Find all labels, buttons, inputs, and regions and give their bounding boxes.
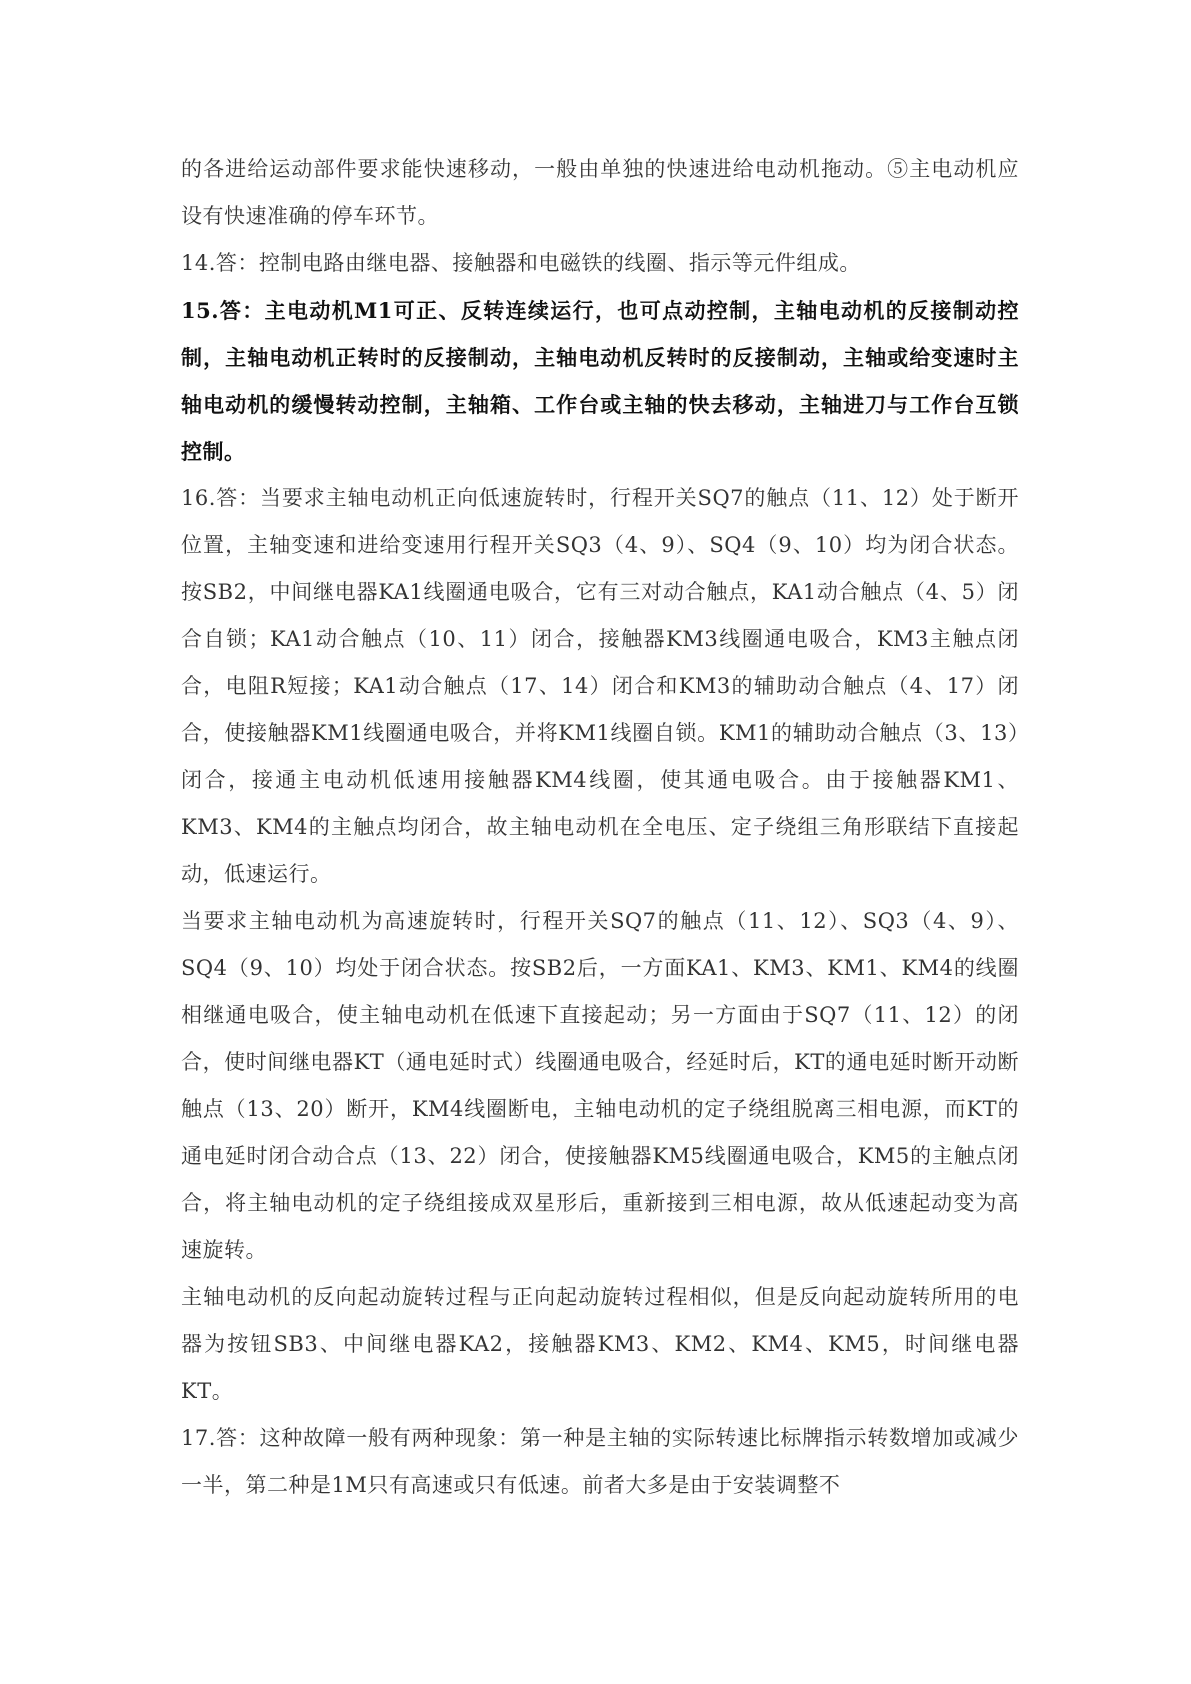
paragraph-answer-16-high-speed: 当要求主轴电动机为高速旋转时，行程开关SQ7的触点（11、12）、SQ3（4、9）、SQ4（9、10）均处于闭合状态。按SB2后，一方面KA1、KM3、KM1、KM4的线圈相继通电吸合，使主轴电动机在低速下直接起动；另一方面由于SQ7（11、12）的闭合，使时间继电器KT（通电延时式）线圈通电吸合，经延时后，KT的通电延时断开动断触点（13、20）断开，KM4线圈断电，主轴电动机的定子绕组脱离三相电源，而KT的通电延时闭合动合点（13、22）闭合，使接触器KM5线圈通电吸合，KM5的主触点闭合，将主轴电动机的定子绕组接成双星形后，重新接到三相电源，故从低速起动变为高速旋转。 <box>181 909 1019 1262</box>
paragraph-answer-16-reverse: 主轴电动机的反向起动旋转过程与正向起动旋转过程相似，但是反向起动旋转所用的电器为按钮SB3、中间继电器KA2，接触器KM3、KM2、KM4、KM5，时间继电器KT。 <box>181 1285 1019 1403</box>
paragraph-answer-14: 14.答：控制电路由继电器、接触器和电磁铁的线圈、指示等元件组成。 <box>181 251 861 275</box>
paragraph-answer-15: 15.答：主电动机M1可正、反转连续运行，也可点动控制，主轴电动机的反接制动控制，主轴电动机正转时的反接制动，主轴电动机反转时的反接制动，主轴或给变速时主轴电动机的缓慢转动控制，主轴箱、工作台或主轴的快去移动，主轴进刀与工作台互锁控制。 <box>181 298 1019 464</box>
paragraph-answer-17: 17.答：这种故障一般有两种现象：第一种是主轴的实际转速比标牌指示转数增加或减少一半，第二种是1M只有高速或只有低速。前者大多是由于安装调整不 <box>181 1426 1019 1497</box>
paragraph-13-continuation: 的各进给运动部件要求能快速移动，一般由单独的快速进给电动机拖动。⑤主电动机应设有快速准确的停车环节。 <box>181 157 1019 228</box>
paragraph-answer-16: 16.答：当要求主轴电动机正向低速旋转时，行程开关SQ7的触点（11、12）处于断开位置，主轴变速和进给变速用行程开关SQ3（4、9）、SQ4（9、10）均为闭合状态。按SB2，中间继电器KA1线圈通电吸合，它有三对动合触点，KA1动合触点（4、5）闭合自锁；KA1动合触点（10、11）闭合，接触器KM3线圈通电吸合，KM3主触点闭合，电阻R短接；KA1动合触点（17、14）闭合和KM3的辅助动合触点（4、17）闭合，使接触器KM1线圈通电吸合，并将KM1线圈自锁。KM1的辅助动合触点（3、13）闭合，接通主电动机低速用接触器KM4线圈，使其通电吸合。由于接触器KM1、KM3、KM4的主触点均闭合，故主轴电动机在全电压、定子绕组三角形联结下直接起动，低速运行。 <box>181 486 1019 886</box>
document-body <box>181 146 1019 1509</box>
